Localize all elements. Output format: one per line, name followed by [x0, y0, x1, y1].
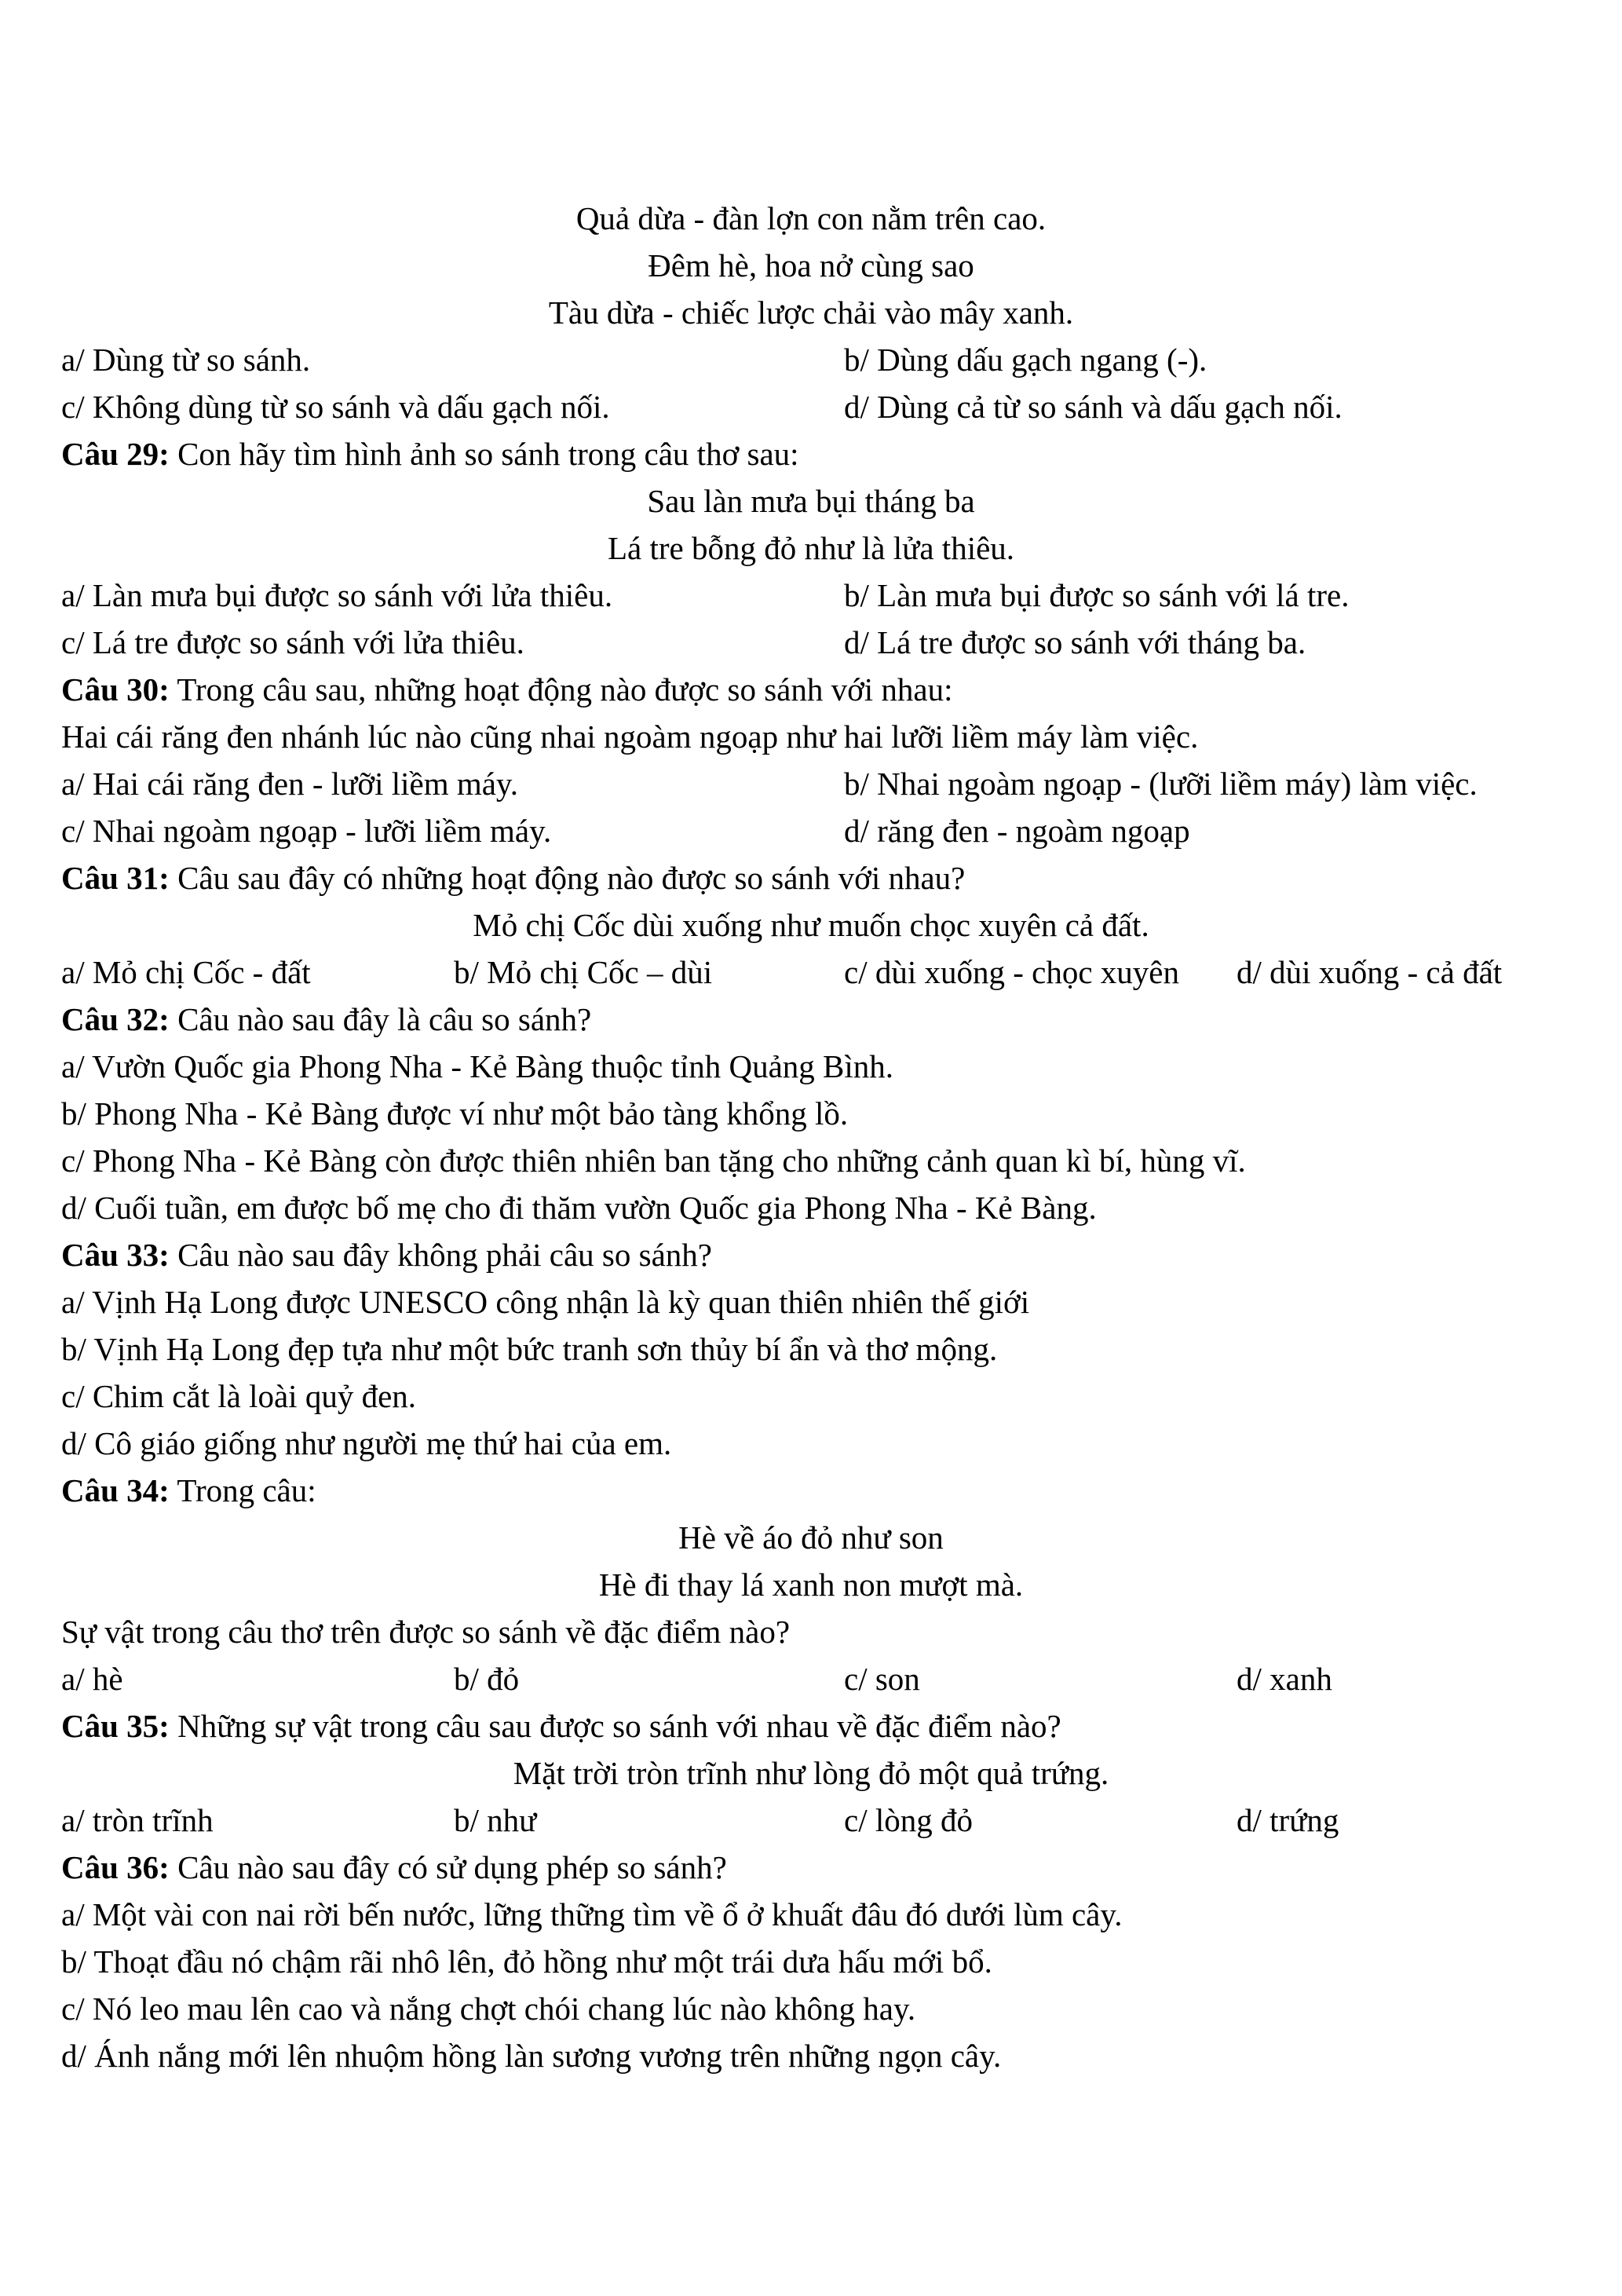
question-text: Câu nào sau đây không phải câu so sánh? [169, 1237, 712, 1273]
option-a: a/ Làn mưa bụi được so sánh với lửa thiêu. [61, 577, 613, 613]
option-a: a/ Mỏ chị Cốc - đất [61, 954, 311, 990]
question-text: Câu nào sau đây có sử dụng phép so sánh? [169, 1849, 727, 1885]
question-label: Câu 34: [61, 1472, 170, 1508]
poem-line: Hè về áo đỏ như son [678, 1519, 944, 1556]
option-d: d/ Lá tre được so sánh với tháng ba. [844, 624, 1306, 660]
option-d: d/ Ánh nắng mới lên nhuộm hồng làn sương vương trên những ngọn cây. [61, 2038, 1002, 2074]
poem-line: Đêm hè, hoa nở cùng sao [648, 247, 974, 283]
question-34 [61, 1472, 1622, 1509]
option-c: c/ Nó leo mau lên cao và nắng chợt chói chang lúc nào không hay. [61, 1991, 916, 2027]
question-35 [61, 1707, 1622, 1745]
option-b: b/ Làn mưa bụi được so sánh với lá tre. [844, 577, 1350, 613]
question-29 [61, 435, 1622, 473]
option-a: a/ Một vài con nai rời bến nước, lững thững tìm về ổ ở khuất đâu đó dưới lùm cây. [61, 1896, 1123, 1932]
question-text: Những sự vật trong câu sau được so sánh với nhau về đặc điểm nào? [169, 1708, 1061, 1744]
option-b: b/ như [454, 1802, 537, 1838]
option-b: b/ Mỏ chị Cốc – dùi [454, 954, 713, 990]
option-d: d/ Cô giáo giống như người mẹ thứ hai của em. [61, 1425, 672, 1461]
question-30 [61, 671, 1622, 708]
option-d: d/ Cuối tuần, em được bố mẹ cho đi thăm vườn Quốc gia Phong Nha - Kẻ Bàng. [61, 1190, 1097, 1226]
question-32 [61, 1000, 1622, 1038]
option-b: b/ đỏ [454, 1661, 520, 1697]
option-b: b/ Nhai ngoàm ngoạp - (lưỡi liềm máy) làm việc. [844, 766, 1478, 802]
poem-line: Lá tre bỗng đỏ như là lửa thiêu. [607, 530, 1015, 566]
question-31 [61, 859, 1622, 897]
option-c: c/ Phong Nha - Kẻ Bàng còn được thiên nhiên ban tặng cho những cảnh quan kì bí, hùng vĩ. [61, 1143, 1246, 1179]
question-label: Câu 33: [61, 1237, 170, 1273]
option-a: a/ tròn trĩnh [61, 1802, 214, 1838]
option-a: a/ hè [61, 1661, 123, 1697]
poem-line: Hè đi thay lá xanh non mượt mà. [598, 1567, 1024, 1603]
option-a: a/ Dùng từ so sánh. [61, 342, 311, 378]
question-text: Trong câu: [169, 1472, 316, 1508]
question-sentence: Mặt trời tròn trĩnh như lòng đỏ một quả trứng. [513, 1755, 1109, 1791]
option-d: d/ trứng [1237, 1802, 1339, 1838]
option-b: b/ Phong Nha - Kẻ Bàng được ví như một bảo tàng khổng lồ. [61, 1095, 849, 1132]
option-d: d/ răng đen - ngoàm ngoạp [844, 813, 1190, 849]
option-d: d/ xanh [1237, 1661, 1332, 1697]
question-sentence: Hai cái răng đen nhánh lúc nào cũng nhai ngoàm ngoạp như hai lưỡi liềm máy làm việc. [61, 718, 1199, 755]
question-text: Trong câu sau, những hoạt động nào được so sánh với nhau: [169, 671, 953, 707]
option-b: b/ Vịnh Hạ Long đẹp tựa như một bức tranh sơn thủy bí ẩn và thơ mộng. [61, 1331, 998, 1367]
option-b: b/ Dùng dấu gạch ngang (-). [844, 342, 1207, 378]
option-d: d/ dùi xuống - cả đất [1237, 954, 1503, 990]
question-sentence: Sự vật trong câu thơ trên được so sánh về đặc điểm nào? [61, 1614, 791, 1650]
question-label: Câu 32: [61, 1001, 170, 1037]
question-label: Câu 35: [61, 1708, 170, 1744]
option-c: c/ Lá tre được so sánh với lửa thiêu. [61, 624, 524, 660]
question-label: Câu 29: [61, 436, 170, 472]
option-b: b/ Thoạt đầu nó chậm rãi nhô lên, đỏ hồng như một trái dưa hấu mới bổ. [61, 1943, 992, 1980]
poem-line: Tàu dừa - chiếc lược chải vào mây xanh. [548, 294, 1074, 331]
question-text: Câu nào sau đây là câu so sánh? [169, 1001, 592, 1037]
option-c: c/ Không dùng từ so sánh và dấu gạch nối. [61, 389, 610, 425]
option-c: c/ lòng đỏ [844, 1802, 973, 1838]
option-a: a/ Hai cái răng đen - lưỡi liềm máy. [61, 766, 519, 802]
question-33 [61, 1236, 1622, 1274]
question-label: Câu 30: [61, 671, 170, 707]
question-sentence: Mỏ chị Cốc dùi xuống như muốn chọc xuyên cả đất. [473, 907, 1149, 943]
question-text: Con hãy tìm hình ảnh so sánh trong câu thơ sau: [169, 436, 799, 472]
question-text: Câu sau đây có những hoạt động nào được so sánh với nhau? [169, 860, 966, 896]
option-c: c/ dùi xuống - chọc xuyên [844, 954, 1179, 990]
option-a: a/ Vịnh Hạ Long được UNESCO công nhận là kỳ quan thiên nhiên thế giới [61, 1284, 1030, 1320]
question-label: Câu 31: [61, 860, 170, 896]
question-36 [61, 1848, 1622, 1886]
option-d: d/ Dùng cả từ so sánh và dấu gạch nối. [844, 389, 1343, 425]
option-c: c/ Nhai ngoàm ngoạp - lưỡi liềm máy. [61, 813, 552, 849]
poem-line: Quả dừa - đàn lợn con nằm trên cao. [575, 200, 1047, 236]
option-a: a/ Vườn Quốc gia Phong Nha - Kẻ Bàng thuộc tỉnh Quảng Bình. [61, 1048, 894, 1084]
option-c: c/ Chim cắt là loài quỷ đen. [61, 1378, 417, 1414]
poem-line: Sau làn mưa bụi tháng ba [647, 483, 975, 519]
question-label: Câu 36: [61, 1849, 170, 1885]
option-c: c/ son [844, 1661, 920, 1697]
